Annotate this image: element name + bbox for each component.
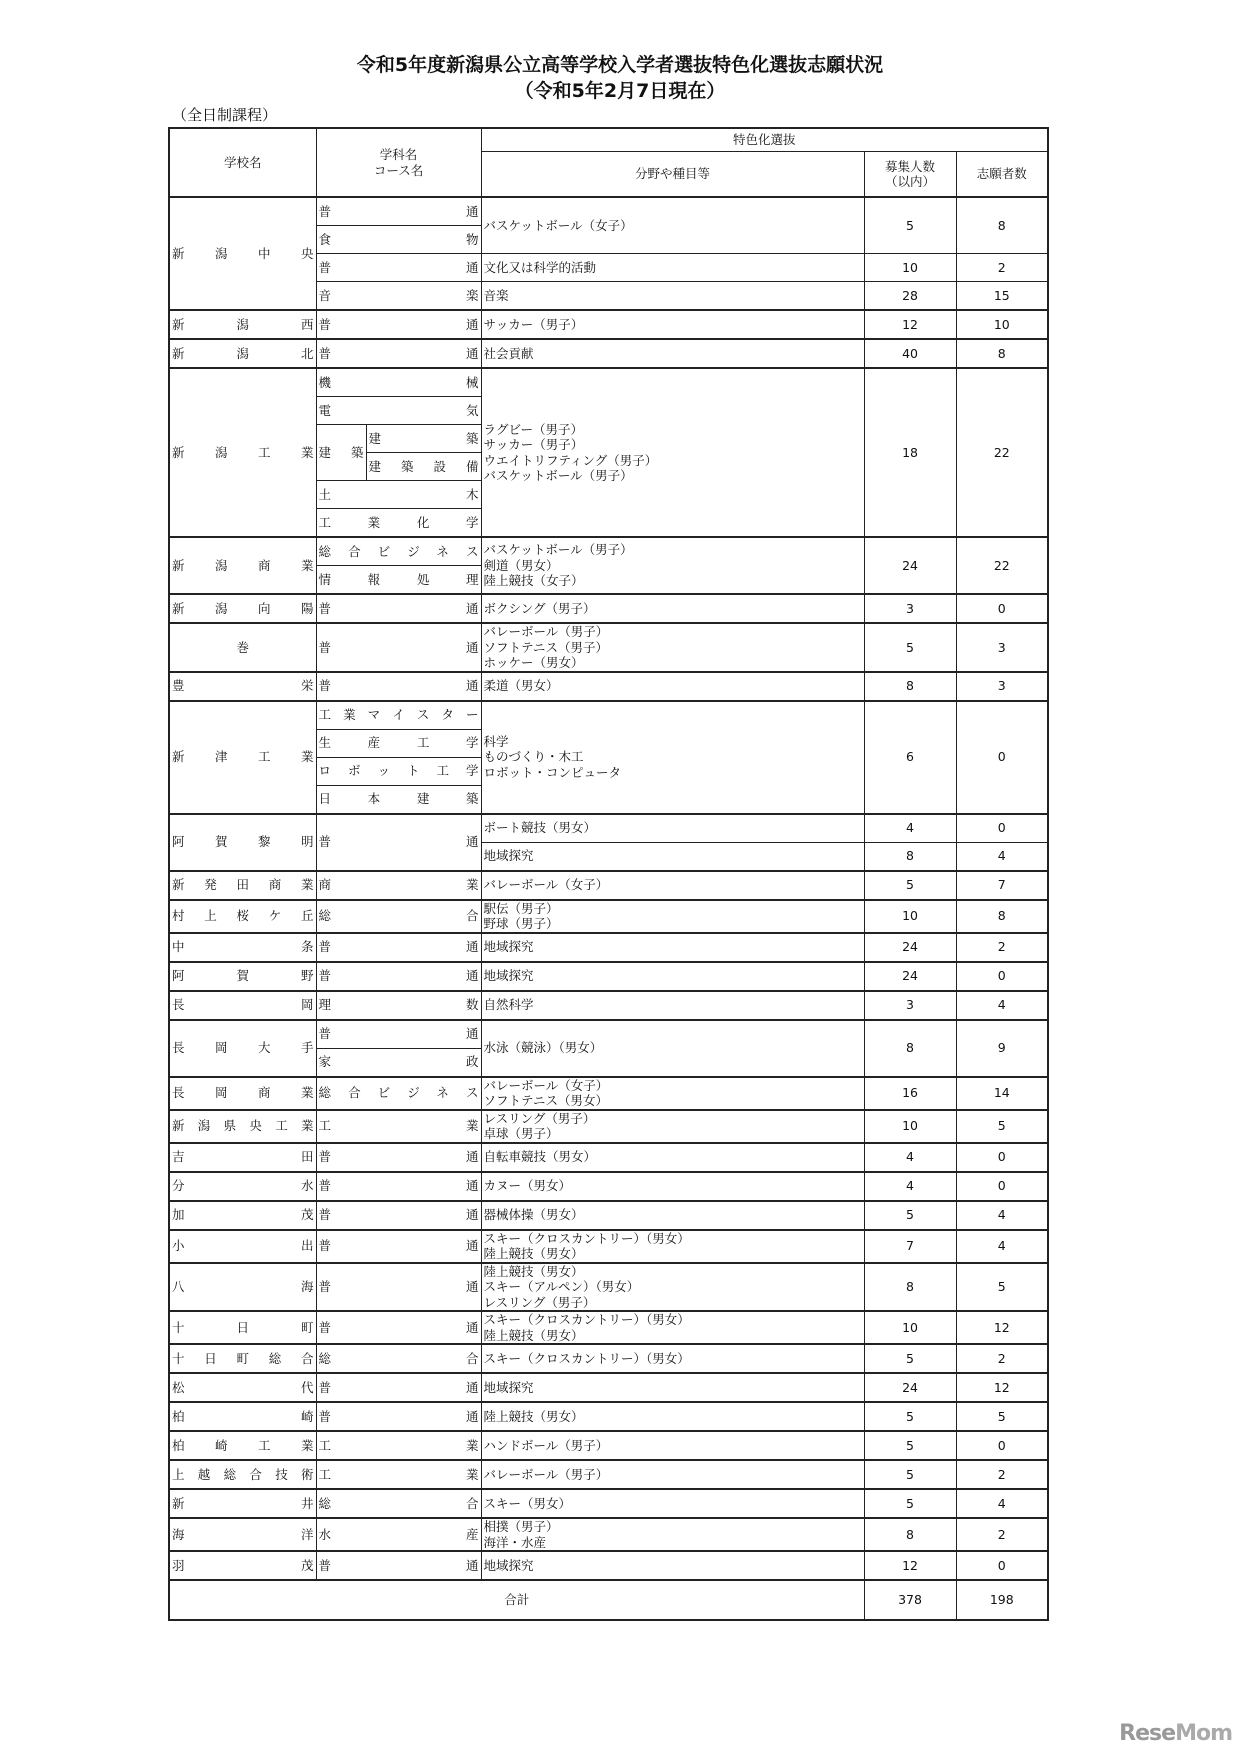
selection-fields: 文化又は科学的活動 <box>481 254 864 282</box>
department-name: ロボット工学 <box>316 757 481 785</box>
school-name: 新発田商業 <box>169 871 316 900</box>
applicants-value: 2 <box>956 1344 1048 1373</box>
applicants-value: 8 <box>956 339 1048 368</box>
selection-fields: バスケットボール（女子） <box>481 197 864 254</box>
quota-value: 24 <box>864 933 956 962</box>
quota-value: 5 <box>864 1489 956 1518</box>
table-row <box>169 368 1048 397</box>
school-name: 松代 <box>169 1373 316 1402</box>
selection-fields: バレーボール（女子） <box>481 871 864 900</box>
department-name: 工業化学 <box>316 509 481 538</box>
table-row <box>169 1311 1048 1344</box>
selection-fields: 自然科学 <box>481 991 864 1020</box>
school-name: 八海 <box>169 1263 316 1312</box>
quota-value: 5 <box>864 197 956 254</box>
selection-fields: バレーボール（女子） ソフトテニス（男女） <box>481 1077 864 1110</box>
department-name: 普通 <box>316 1230 481 1263</box>
selection-fields: 水泳（競泳）（男女） <box>481 1020 864 1077</box>
department-name: 普通 <box>316 623 481 672</box>
table-row <box>169 623 1048 672</box>
quota-value: 5 <box>864 871 956 900</box>
table-row <box>169 1373 1048 1402</box>
quota-value: 4 <box>864 814 956 843</box>
table-row <box>169 537 1048 566</box>
quota-value: 40 <box>864 339 956 368</box>
selection-fields: 地域探究 <box>481 933 864 962</box>
table-row <box>169 197 1048 226</box>
selection-fields: ボクシング（男子） <box>481 594 864 623</box>
quota-value: 8 <box>864 1020 956 1077</box>
quota-value: 5 <box>864 1431 956 1460</box>
school-name: 海洋 <box>169 1518 316 1551</box>
quota-value: 3 <box>864 594 956 623</box>
school-name: 柏崎 <box>169 1402 316 1431</box>
total-applicants: 198 <box>956 1580 1048 1620</box>
table-row <box>169 933 1048 962</box>
quota-value: 8 <box>864 672 956 701</box>
school-name: 羽茂 <box>169 1551 316 1580</box>
table-row <box>169 1431 1048 1460</box>
table-row <box>169 1110 1048 1143</box>
applicants-value: 5 <box>956 1402 1048 1431</box>
resemom-logo: ReseMom <box>1119 1721 1232 1746</box>
header-quota: 募集人数 （以内） <box>864 152 956 198</box>
school-name: 加茂 <box>169 1201 316 1230</box>
applicants-value: 0 <box>956 1431 1048 1460</box>
table-row <box>169 962 1048 991</box>
quota-value: 28 <box>864 282 956 311</box>
school-name: 長岡大手 <box>169 1020 316 1077</box>
applicants-value: 22 <box>956 368 1048 537</box>
quota-value: 12 <box>864 310 956 339</box>
department-name: 工業 <box>316 1431 481 1460</box>
applicants-value: 4 <box>956 1201 1048 1230</box>
table-body <box>169 197 1048 1580</box>
department-name: 普通 <box>316 1172 481 1201</box>
quota-value: 12 <box>864 1551 956 1580</box>
school-name: 新潟商業 <box>169 537 316 594</box>
department-name: 日本建築 <box>316 785 481 814</box>
department-name: 機械 <box>316 368 481 397</box>
school-name: 新潟県央工業 <box>169 1110 316 1143</box>
selection-fields: 自転車競技（男女） <box>481 1143 864 1172</box>
applicants-value: 0 <box>956 962 1048 991</box>
school-name: 豊栄 <box>169 672 316 701</box>
table-row <box>169 1518 1048 1551</box>
applicants-value: 15 <box>956 282 1048 311</box>
quota-value: 5 <box>864 1201 956 1230</box>
selection-fields: スキー（クロスカントリー）（男女） <box>481 1344 864 1373</box>
applicants-value: 10 <box>956 310 1048 339</box>
applicants-value: 4 <box>956 842 1048 871</box>
table-row <box>169 1402 1048 1431</box>
quota-value: 4 <box>864 1172 956 1201</box>
department-name: 総合 <box>316 1489 481 1518</box>
school-name: 十日町 <box>169 1311 316 1344</box>
school-name: 新潟向陽 <box>169 594 316 623</box>
selection-fields: バスケットボール（男子） 剣道（男女） 陸上競技（女子） <box>481 537 864 594</box>
applicants-value: 8 <box>956 900 1048 933</box>
selection-fields: 地域探究 <box>481 1373 864 1402</box>
quota-value: 5 <box>864 1344 956 1373</box>
applicants-value: 0 <box>956 814 1048 843</box>
table-row <box>169 594 1048 623</box>
quota-value: 8 <box>864 1263 956 1312</box>
school-name: 新津工業 <box>169 701 316 814</box>
school-name: 新潟工業 <box>169 368 316 537</box>
table-row <box>169 1230 1048 1263</box>
department-name: 普通 <box>316 1263 481 1312</box>
department-name: 普通 <box>316 962 481 991</box>
school-name: 吉田 <box>169 1143 316 1172</box>
quota-value: 16 <box>864 1077 956 1110</box>
quota-value: 10 <box>864 1110 956 1143</box>
quota-value: 10 <box>864 900 956 933</box>
quota-value: 10 <box>864 1311 956 1344</box>
department-name: 総合ビジネス <box>316 537 481 566</box>
quota-value: 5 <box>864 1402 956 1431</box>
table-row <box>169 1143 1048 1172</box>
department-name: 普通 <box>316 594 481 623</box>
selection-fields: サッカー（男子） <box>481 310 864 339</box>
school-name: 柏崎工業 <box>169 1431 316 1460</box>
department-name: 水産 <box>316 1518 481 1551</box>
total-quota: 378 <box>864 1580 956 1620</box>
applicants-value: 4 <box>956 991 1048 1020</box>
selection-fields: 地域探究 <box>481 962 864 991</box>
department-name: 総合 <box>316 1344 481 1373</box>
school-name: 新潟西 <box>169 310 316 339</box>
applicants-value: 5 <box>956 1263 1048 1312</box>
applicants-value: 5 <box>956 1110 1048 1143</box>
school-name: 巻 <box>169 623 316 672</box>
selection-fields: 相撲（男子） 海洋・水産 <box>481 1518 864 1551</box>
selection-fields: ラグビー（男子） サッカー（男子） ウエイトリフティング（男子） バスケットボール（男子） <box>481 368 864 537</box>
school-name: 新潟中央 <box>169 197 316 310</box>
table-row <box>169 1201 1048 1230</box>
selection-fields: スキー（クロスカントリー）（男女） 陸上競技（男女） <box>481 1230 864 1263</box>
applications-table <box>168 127 1049 1621</box>
selection-fields: 地域探究 <box>481 842 864 871</box>
school-name: 中条 <box>169 933 316 962</box>
department-name: 普通 <box>316 1201 481 1230</box>
department-name: 普通 <box>316 254 481 282</box>
table-row <box>169 900 1048 933</box>
applicants-value: 12 <box>956 1373 1048 1402</box>
department-name: 総合 <box>316 900 481 933</box>
department-name: 工業マイスター <box>316 701 481 730</box>
quota-value: 3 <box>864 991 956 1020</box>
selection-fields: 地域探究 <box>481 1551 864 1580</box>
applicants-value: 7 <box>956 871 1048 900</box>
applicants-value: 4 <box>956 1489 1048 1518</box>
applicants-value: 2 <box>956 933 1048 962</box>
selection-fields: レスリング（男子） 卓球（男子） <box>481 1110 864 1143</box>
school-name: 小出 <box>169 1230 316 1263</box>
course-name: 建築 <box>366 425 481 453</box>
school-name: 村上桜ケ丘 <box>169 900 316 933</box>
department-name: 普通 <box>316 310 481 339</box>
document-subtitle: （令和5年2月7日現在） <box>514 80 726 102</box>
department-name: 理数 <box>316 991 481 1020</box>
table-row <box>169 672 1048 701</box>
selection-fields: 陸上競技（男女） スキー（アルペン）（男女） レスリング（男子） <box>481 1263 864 1312</box>
selection-fields: カヌー（男女） <box>481 1172 864 1201</box>
quota-value: 10 <box>864 254 956 282</box>
table-row <box>169 339 1048 368</box>
applicants-value: 22 <box>956 537 1048 594</box>
selection-fields: 駅伝（男子） 野球（男子） <box>481 900 864 933</box>
quota-value: 8 <box>864 1518 956 1551</box>
selection-fields: バレーボール（男子） <box>481 1460 864 1489</box>
applicants-value: 0 <box>956 1172 1048 1201</box>
quota-value: 24 <box>864 962 956 991</box>
table-row <box>169 1172 1048 1201</box>
total-row <box>169 1580 1048 1620</box>
applicants-value: 4 <box>956 1230 1048 1263</box>
department-name: 情報処理 <box>316 566 481 595</box>
header-dept: 学科名 コース名 <box>316 128 481 197</box>
header-applicants: 志願者数 <box>956 152 1048 198</box>
header-fields: 分野や種目等 <box>481 152 864 198</box>
department-name: 総合ビジネス <box>316 1077 481 1110</box>
table-row <box>169 814 1048 843</box>
school-name: 阿賀黎明 <box>169 814 316 871</box>
course-type-label: （全日制課程） <box>172 106 278 124</box>
selection-fields: スキー（男女） <box>481 1489 864 1518</box>
applicants-value: 9 <box>956 1020 1048 1077</box>
table-row <box>169 1344 1048 1373</box>
department-name: 工業 <box>316 1110 481 1143</box>
header-school: 学校名 <box>169 128 316 197</box>
school-name: 新井 <box>169 1489 316 1518</box>
applicants-value: 8 <box>956 197 1048 254</box>
department-name: 建築 <box>316 425 366 481</box>
quota-value: 5 <box>864 623 956 672</box>
department-name: 普通 <box>316 197 481 226</box>
department-name: 普通 <box>316 1551 481 1580</box>
quota-value: 8 <box>864 842 956 871</box>
applicants-value: 2 <box>956 1518 1048 1551</box>
total-label: 合計 <box>169 1580 864 1620</box>
school-name: 阿賀野 <box>169 962 316 991</box>
department-name: 普通 <box>316 814 481 871</box>
table-row <box>169 1077 1048 1110</box>
quota-value: 5 <box>864 1460 956 1489</box>
quota-value: 6 <box>864 701 956 814</box>
department-name: 普通 <box>316 672 481 701</box>
department-name: 商業 <box>316 871 481 900</box>
department-name: 普通 <box>316 1143 481 1172</box>
table-row <box>169 1263 1048 1312</box>
department-name: 食物 <box>316 226 481 254</box>
department-name: 音楽 <box>316 282 481 311</box>
table-row <box>169 701 1048 730</box>
school-name: 上越総合技術 <box>169 1460 316 1489</box>
applicants-value: 0 <box>956 701 1048 814</box>
applicants-value: 2 <box>956 254 1048 282</box>
applicants-value: 3 <box>956 672 1048 701</box>
applicants-value: 3 <box>956 623 1048 672</box>
table-row <box>169 1020 1048 1049</box>
table-row <box>169 1489 1048 1518</box>
school-name: 十日町総合 <box>169 1344 316 1373</box>
department-name: 普通 <box>316 1402 481 1431</box>
school-name: 長岡 <box>169 991 316 1020</box>
applicants-value: 14 <box>956 1077 1048 1110</box>
selection-fields: 科学 ものづくり・木工 ロボット・コンピュータ <box>481 701 864 814</box>
table-row <box>169 310 1048 339</box>
quota-value: 4 <box>864 1143 956 1172</box>
table-row <box>169 1460 1048 1489</box>
quota-value: 7 <box>864 1230 956 1263</box>
applicants-value: 2 <box>956 1460 1048 1489</box>
department-name: 生産工学 <box>316 729 481 757</box>
selection-fields: 柔道（男女） <box>481 672 864 701</box>
applicants-value: 0 <box>956 594 1048 623</box>
department-name: 普通 <box>316 1373 481 1402</box>
table-row <box>169 991 1048 1020</box>
department-name: 普通 <box>316 339 481 368</box>
course-name: 建築設備 <box>366 453 481 481</box>
selection-fields: 陸上競技（男女） <box>481 1402 864 1431</box>
header-special-selection: 特色化選抜 <box>481 128 1048 152</box>
applicants-value: 0 <box>956 1143 1048 1172</box>
department-name: 土木 <box>316 481 481 509</box>
selection-fields: ボート競技（男女） <box>481 814 864 843</box>
department-name: 電気 <box>316 397 481 425</box>
quota-value: 24 <box>864 537 956 594</box>
quota-value: 18 <box>864 368 956 537</box>
school-name: 長岡商業 <box>169 1077 316 1110</box>
selection-fields: ハンドボール（男子） <box>481 1431 864 1460</box>
selection-fields: スキー（クロスカントリー）（男女） 陸上競技（男女） <box>481 1311 864 1344</box>
quota-value: 24 <box>864 1373 956 1402</box>
selection-fields: 器械体操（男女） <box>481 1201 864 1230</box>
selection-fields: バレーボール（男子） ソフトテニス（男子） ホッケー（男女） <box>481 623 864 672</box>
table-row <box>169 1551 1048 1580</box>
selection-fields: 社会貢献 <box>481 339 864 368</box>
department-name: 普通 <box>316 1020 481 1049</box>
department-name: 普通 <box>316 933 481 962</box>
document-title: 令和5年度新潟県公立高等学校入学者選抜特色化選抜志願状況 <box>356 54 884 76</box>
department-name: 普通 <box>316 1311 481 1344</box>
school-name: 分水 <box>169 1172 316 1201</box>
selection-fields: 音楽 <box>481 282 864 311</box>
school-name: 新潟北 <box>169 339 316 368</box>
table-row <box>169 871 1048 900</box>
applicants-value: 12 <box>956 1311 1048 1344</box>
applicants-value: 0 <box>956 1551 1048 1580</box>
department-name: 家政 <box>316 1048 481 1077</box>
department-name: 工業 <box>316 1460 481 1489</box>
